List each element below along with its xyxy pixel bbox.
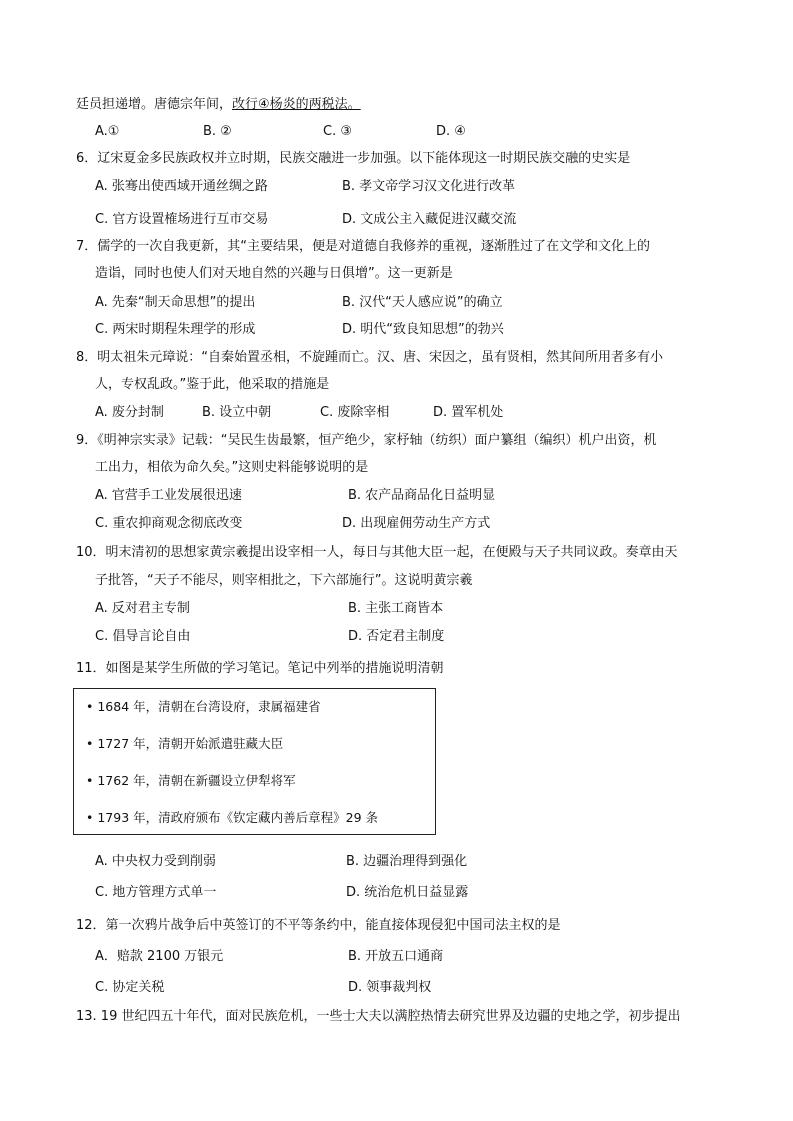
note-item-1684: • 1684 年，清朝在台湾设府，隶属福建省 xyxy=(86,699,321,714)
q5-option-c: C. ③ xyxy=(323,124,352,139)
note-item-1793: • 1793 年，清政府颁布《钦定藏内善后章程》29 条 xyxy=(86,810,379,825)
q7-option-d: D. 明代“致良知思想”的勃兴 xyxy=(342,322,504,337)
q9-option-c: C. 重农抑商观念彻底改变 xyxy=(95,516,243,531)
q8-stem-line1: 8．明太祖朱元璋说：“自秦始置丞相，不旋踵而亡。汉、唐、宋因之，虽有贤相，然其间所用者多有小 xyxy=(76,350,664,365)
q8-stem-line2: 人，专权乱政。”鉴于此，他采取的措施是 xyxy=(95,377,330,392)
q9-option-d: D. 出现雇佣劳动生产方式 xyxy=(342,516,491,531)
q5-option-a: A.① xyxy=(95,124,120,139)
note-item-1762: • 1762 年，清朝在新疆设立伊犁将军 xyxy=(86,773,296,788)
q6-stem: 6．辽宋夏金多民族政权并立时期，民族交融进一步加强。以下能体现这一时期民族交融的史实是 xyxy=(76,151,631,166)
q5-continuation xyxy=(76,97,361,113)
q7-option-c: C. 两宋时期程朱理学的形成 xyxy=(95,322,256,337)
q10-stem-line2: 子批答，“天子不能尽，则宰相批之，下六部施行”。这说明黄宗羲 xyxy=(95,573,473,588)
study-notes-box xyxy=(73,688,436,835)
q7-option-a: A. 先秦“制天命思想”的提出 xyxy=(95,295,256,310)
q12-stem: 12．第一次鸦片战争后中英签订的不平等条约中，能直接体现侵犯中国司法主权的是 xyxy=(76,918,561,933)
q6-option-a: A. 张骞出使西域开通丝绸之路 xyxy=(95,179,268,194)
q8-option-b: B. 设立中朝 xyxy=(202,405,272,420)
q9-stem-line2: 工出力，相依为命久矣。”这则史料能够说明的是 xyxy=(95,460,369,475)
q13-stem: 13. 19 世纪四五十年代，面对民族危机，一些士大夫以满腔热情去研究世界及边疆的史地之学，初步提出 xyxy=(76,1009,681,1024)
q7-option-b: B. 汉代“天人感应说”的确立 xyxy=(342,295,503,310)
q5-cont-underlined: 改行④杨炎的两税法。 xyxy=(232,97,361,112)
q10-option-b: B. 主张工商皆本 xyxy=(348,601,444,616)
q12-option-c: C. 协定关税 xyxy=(95,980,165,995)
q10-option-a: A. 反对君主专制 xyxy=(95,601,190,616)
note-item-1727: • 1727 年，清朝开始派遣驻藏大臣 xyxy=(86,736,284,751)
q11-stem: 11．如图是某学生所做的学习笔记。笔记中列举的措施说明清朝 xyxy=(76,661,444,676)
q9-stem-line1: 9．《明神宗实录》记载：“吴民生齿最繁，恒产绝少，家杼轴（纺织）面户纂组（编织）机户出资，机 xyxy=(76,433,657,448)
q10-stem-line1: 10．明末清初的思想家黄宗羲提出设宰相一人，每日与其他大臣一起，在便殿与天子共同议政。奏章由天 xyxy=(76,545,678,560)
q10-option-c: C. 倡导言论自由 xyxy=(95,629,191,644)
q6-option-b: B. 孝文帝学习汉文化进行改革 xyxy=(342,179,516,194)
q8-option-c: C. 废除宰相 xyxy=(320,405,390,420)
q12-option-b: B. 开放五口通商 xyxy=(348,949,444,964)
q8-option-a: A. 废分封制 xyxy=(95,405,164,420)
q10-option-d: D. 否定君主制度 xyxy=(348,629,445,644)
q11-option-c: C. 地方管理方式单一 xyxy=(95,885,217,900)
q7-stem-line2: 造诣，同时也使人们对天地自然的兴趣与日俱增”。这一更新是 xyxy=(95,266,453,281)
q7-stem-line1: 7．儒学的一次自我更新，其“主要结果，便是对道德自我修养的重视，逐渐胜过了在文学和文化上的 xyxy=(76,239,651,254)
q9-option-a: A. 官营手工业发展很迅速 xyxy=(95,488,242,503)
q6-option-d: D. 文成公主入藏促进汉藏交流 xyxy=(342,212,517,227)
q9-option-b: B. 农产品商品化日益明显 xyxy=(348,488,496,503)
q6-option-c: C. 官方设置榷场进行互市交易 xyxy=(95,212,269,227)
q8-option-d: D. 置军机处 xyxy=(433,405,504,420)
q5-option-b: B. ② xyxy=(203,124,232,139)
q12-option-d: D. 领事裁判权 xyxy=(348,980,432,995)
q11-option-b: B. 边疆治理得到强化 xyxy=(346,854,468,869)
q11-option-d: D. 统治危机日益显露 xyxy=(346,885,469,900)
q11-option-a: A. 中央权力受到削弱 xyxy=(95,854,216,869)
q5-option-d: D. ④ xyxy=(436,124,466,139)
q5-cont-text: 廷员担递增。唐德宗年间， xyxy=(76,97,233,112)
q12-option-a: A．赔款 2100 万银元 xyxy=(95,949,224,964)
